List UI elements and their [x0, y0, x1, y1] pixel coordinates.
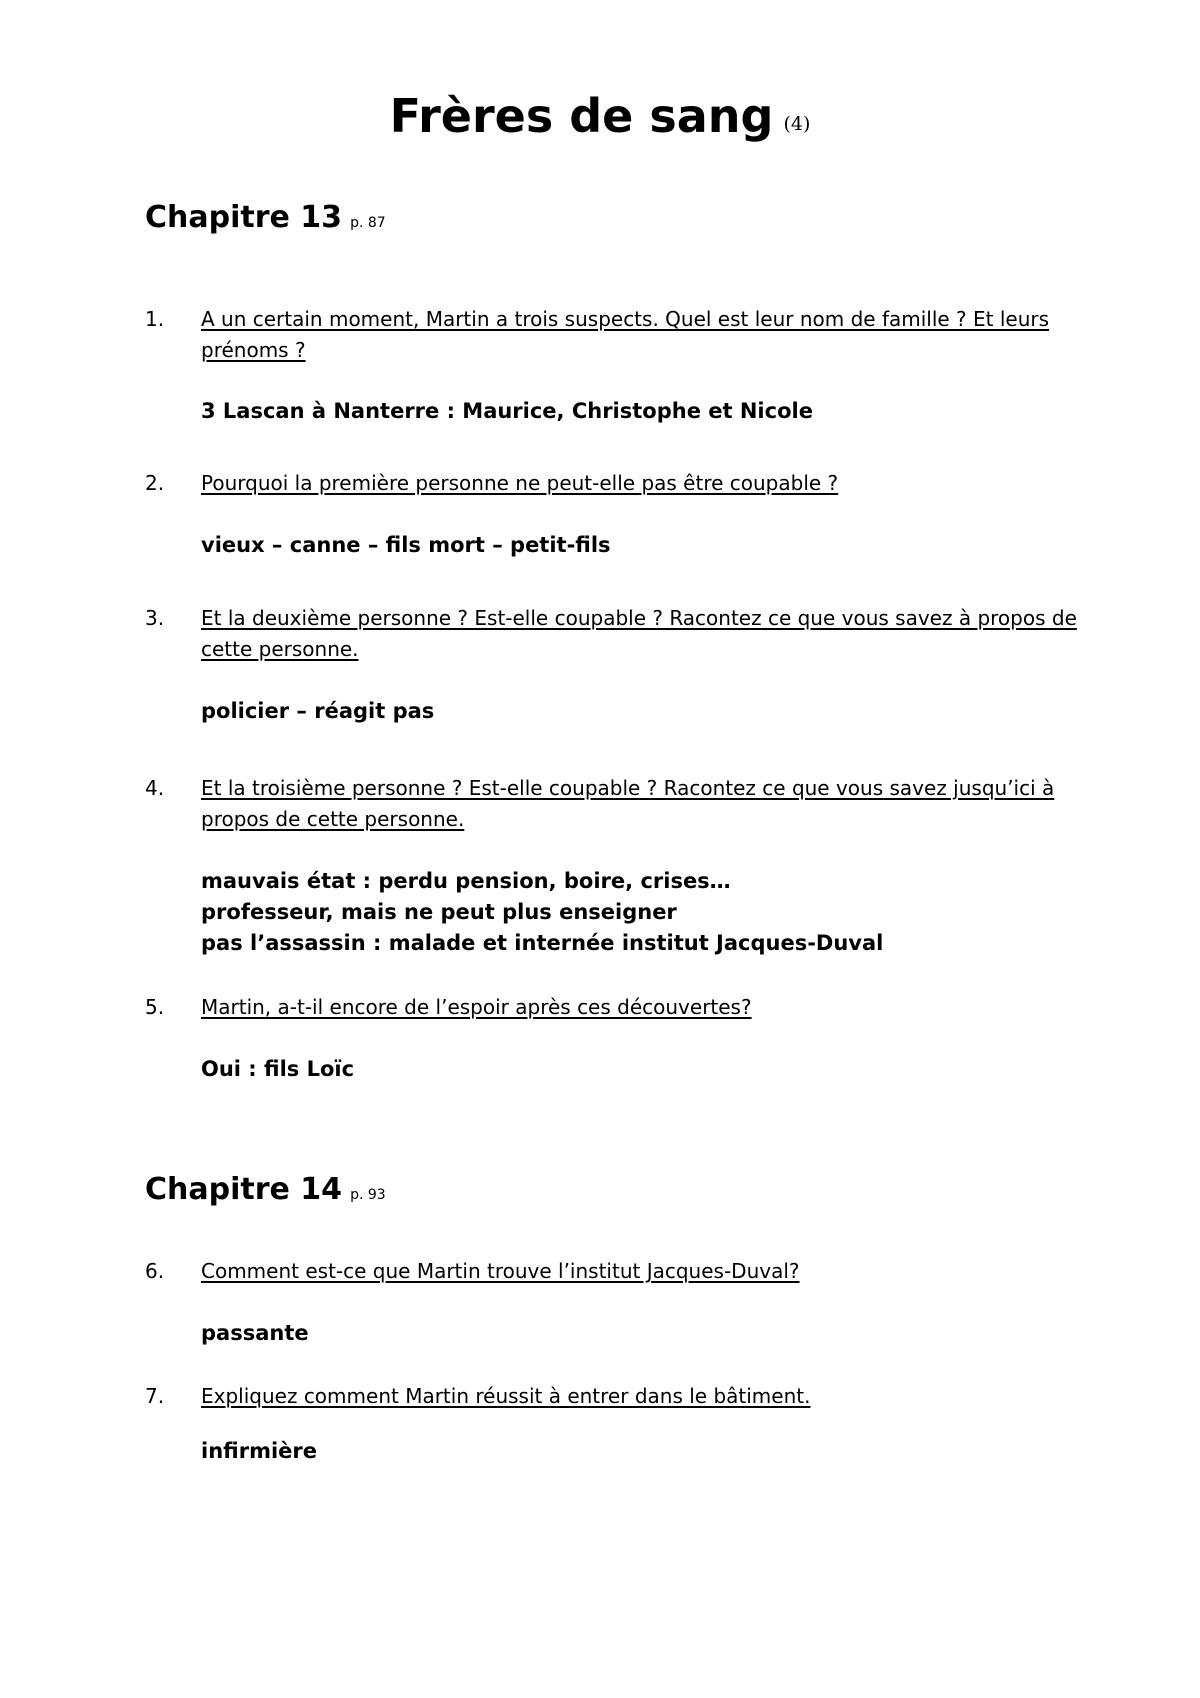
answer-line: mauvais état : perdu pension, boire, crises… [201, 869, 731, 893]
question-text: Expliquez comment Martin réussit à entrer dans le bâtiment. [201, 1384, 811, 1408]
question-text: Et la deuxième personne ? Est-elle coupable ? Racontez ce que vous savez à propos de cette personne. [201, 606, 1077, 661]
question-number: 3. [145, 606, 165, 630]
answer-block [201, 1054, 1101, 1085]
chapter-page-ref: p. 87 [350, 215, 386, 231]
answer-line: passante [201, 1321, 309, 1345]
answer-block [201, 696, 1101, 727]
answer-line: vieux – canne – fils mort – petit-fils [201, 533, 611, 557]
chapter-label: Chapitre 14 [145, 1172, 343, 1207]
question-text: Et la troisième personne ? Est-elle coupable ? Racontez ce que vous savez jusqu’ici à propos de cette personne. [201, 776, 1055, 831]
document-title [0, 86, 1200, 154]
question-number: 4. [145, 776, 165, 800]
answer-line: 3 Lascan à Nanterre : Maurice, Christophe et Nicole [201, 399, 813, 423]
question-text: Martin, a-t-il encore de l’espoir après ces découvertes? [201, 995, 752, 1019]
question-number: 5. [145, 995, 165, 1019]
answer-line: Oui : fils Loïc [201, 1057, 355, 1081]
question-number: 6. [145, 1259, 165, 1283]
question-number: 7. [145, 1384, 165, 1408]
title-text: Frères de sang [389, 89, 774, 143]
chapter-heading [145, 1170, 386, 1215]
title-suffix: (4) [783, 113, 811, 135]
answer-block [201, 396, 1101, 427]
answer-block [201, 530, 1101, 561]
answer-block [201, 866, 1101, 959]
answer-block [201, 1436, 1101, 1467]
chapter-page-ref: p. 93 [350, 1187, 386, 1203]
question-number: 2. [145, 471, 165, 495]
answer-line: pas l’assassin : malade et internée institut Jacques-Duval [201, 931, 884, 955]
answer-line: policier – réagit pas [201, 699, 435, 723]
chapter-label: Chapitre 13 [145, 200, 343, 235]
question-text: A un certain moment, Martin a trois suspects. Quel est leur nom de famille ? Et leurs prénoms ? [201, 307, 1050, 362]
answer-line: infirmière [201, 1439, 317, 1463]
question-number: 1. [145, 307, 165, 331]
answer-line: professeur, mais ne peut plus enseigner [201, 900, 677, 924]
question-text: Comment est-ce que Martin trouve l’institut Jacques-Duval? [201, 1259, 800, 1283]
answer-block [201, 1318, 1101, 1349]
question-text: Pourquoi la première personne ne peut-elle pas être coupable ? [201, 471, 839, 495]
chapter-heading [145, 198, 386, 243]
